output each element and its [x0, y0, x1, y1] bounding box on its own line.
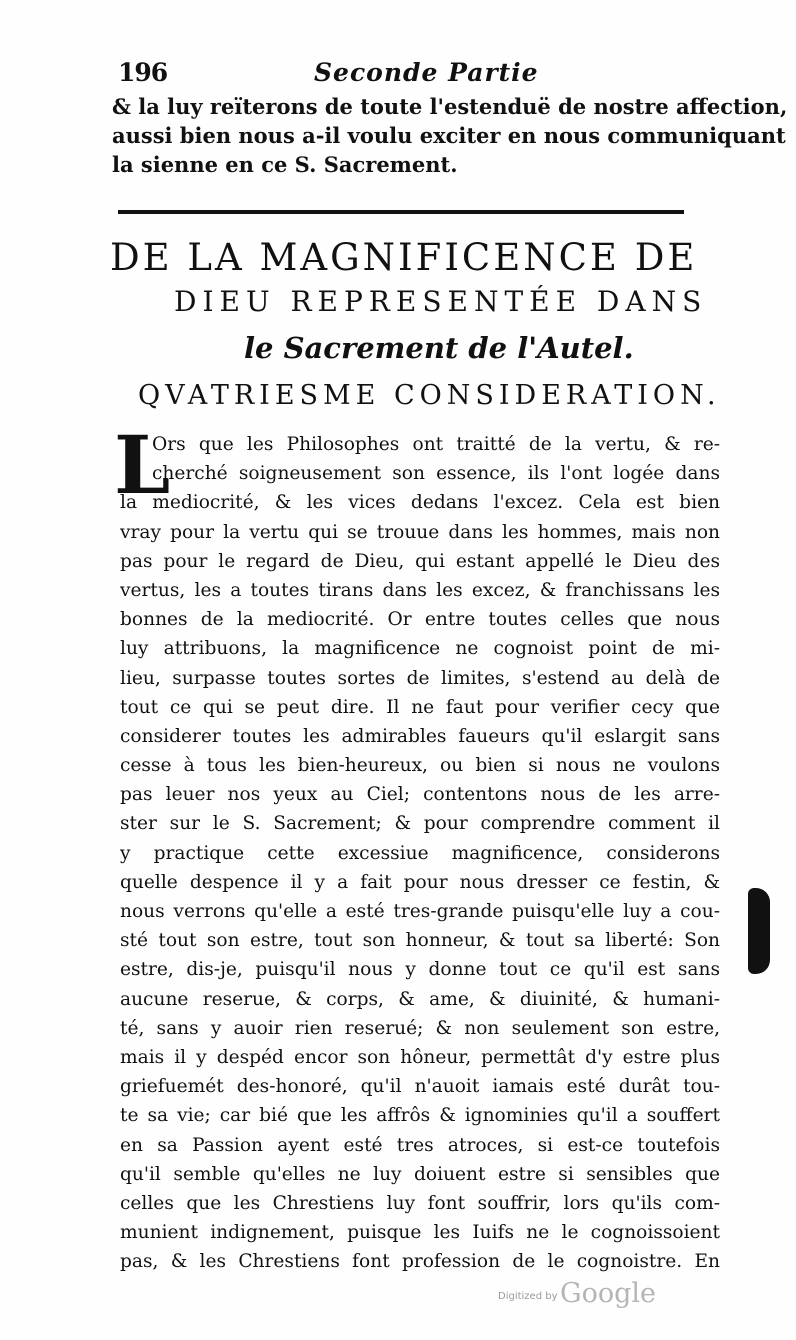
body-text [120, 430, 720, 1276]
body-line: munient indignement, puisque les Iuifs ne le cognoissoient [120, 1222, 720, 1244]
body-line: luy attribuons, la magnificence ne cognoist point de mi- [120, 638, 720, 660]
body-line: griefuemét des-honoré, qu'il n'auoit iamais esté durât tou- [120, 1076, 720, 1098]
body-line: quelle despence il y a fait pour nous dresser ce festin, & [120, 871, 720, 893]
drop-cap: L [114, 418, 171, 512]
section-divider [118, 210, 684, 214]
page-number: 196 [118, 58, 168, 87]
body-line: nous verrons qu'elle a esté tres-grande puisqu'elle luy a cou- [120, 901, 720, 922]
body-line: tout ce qui se peut dire. Il ne faut pour verifier cecy que [120, 696, 720, 718]
section-heading: QVATRIESME CONSIDERATION. [138, 380, 721, 411]
chapter-title [110, 236, 720, 376]
digitized-watermark [498, 1278, 668, 1308]
body-line: ster sur le S. Sacrement; & pour comprendre comment il [120, 813, 720, 835]
chapter-title-line-1: DE LA MAGNIFICENCE DE [110, 236, 698, 279]
body-line: aucune reserue, & corps, & ame, & diuinité, & humani- [120, 988, 720, 1010]
body-line: estre, dis-je, puisqu'il nous y donne tout ce qu'il est sans [120, 959, 720, 981]
body-line: pas leuer nos yeux au Ciel; contentons nous de les arre- [120, 784, 720, 806]
carry-line: & la luy reïterons de toute l'estenduë de nostre affection, [112, 94, 788, 119]
body-line: y practique cette excessiue magnificence, considerons [120, 842, 720, 864]
body-line: te sa vie; car bié que les affrôs & ignominies qu'il a souffert [120, 1105, 720, 1127]
chapter-title-line-2: DIEU REPRESENTÉE DANS [174, 285, 708, 318]
carry-line: aussi bien nous a-il voulu exciter en nous communiquant [112, 123, 786, 148]
body-line: mais il y despéd encor son hôneur, permettât d'y estre plus [120, 1046, 720, 1068]
carry-over-text [112, 92, 788, 179]
body-line: cesse à tous les bien-heureux, ou bien si nous ne voulons [120, 755, 720, 777]
running-head: Seconde Partie [314, 58, 539, 87]
body-line: celles que les Chrestiens luy font souffrir, lors qu'ils com- [120, 1192, 720, 1214]
carry-line: la sienne en ce S. Sacrement. [112, 152, 458, 177]
body-line: qu'il semble qu'elles ne luy doiuent estre si sensibles que [120, 1163, 720, 1185]
body-line: sté tout son estre, tout son honneur, & tout sa liberté: Son [120, 930, 720, 952]
body-line: pas pour le regard de Dieu, qui estant appellé le Dieu des [120, 550, 720, 572]
body-line: vray pour la vertu qui se trouue dans les hommes, mais non [120, 521, 720, 543]
body-line: en sa Passion ayent esté tres atroces, si est-ce toutefois [120, 1134, 720, 1156]
body-line: considerer toutes les admirables faueurs qu'il eslargit sans [120, 725, 720, 747]
margin-bookmark-mark [748, 888, 770, 974]
body-line: bonnes de la mediocrité. Or entre toutes celles que nous [120, 609, 720, 631]
body-line: vertus, les a toutes tirans dans les excez, & franchissans les [120, 579, 720, 601]
body-line: la mediocrité, & les vices dedans l'excez. Cela est bien [120, 492, 720, 514]
body-line: Ors que les Philosophes ont traitté de la vertu, & re- [152, 434, 720, 455]
body-line: pas, & les Chrestiens font profession de le cognoistre. En [120, 1251, 720, 1273]
watermark-brand: Google [560, 1278, 656, 1309]
chapter-title-line-3: le Sacrement de l'Autel. [244, 331, 634, 365]
body-line: lieu, surpasse toutes sortes de limites, s'estend au delà de [120, 667, 720, 689]
body-line: cherché soigneusement son essence, ils l'ont logée dans [152, 463, 720, 485]
watermark-prefix: Digitized by [498, 1291, 558, 1302]
body-line: té, sans y auoir rien reserué; & non seulement son estre, [120, 1017, 720, 1039]
page-header [118, 58, 718, 92]
